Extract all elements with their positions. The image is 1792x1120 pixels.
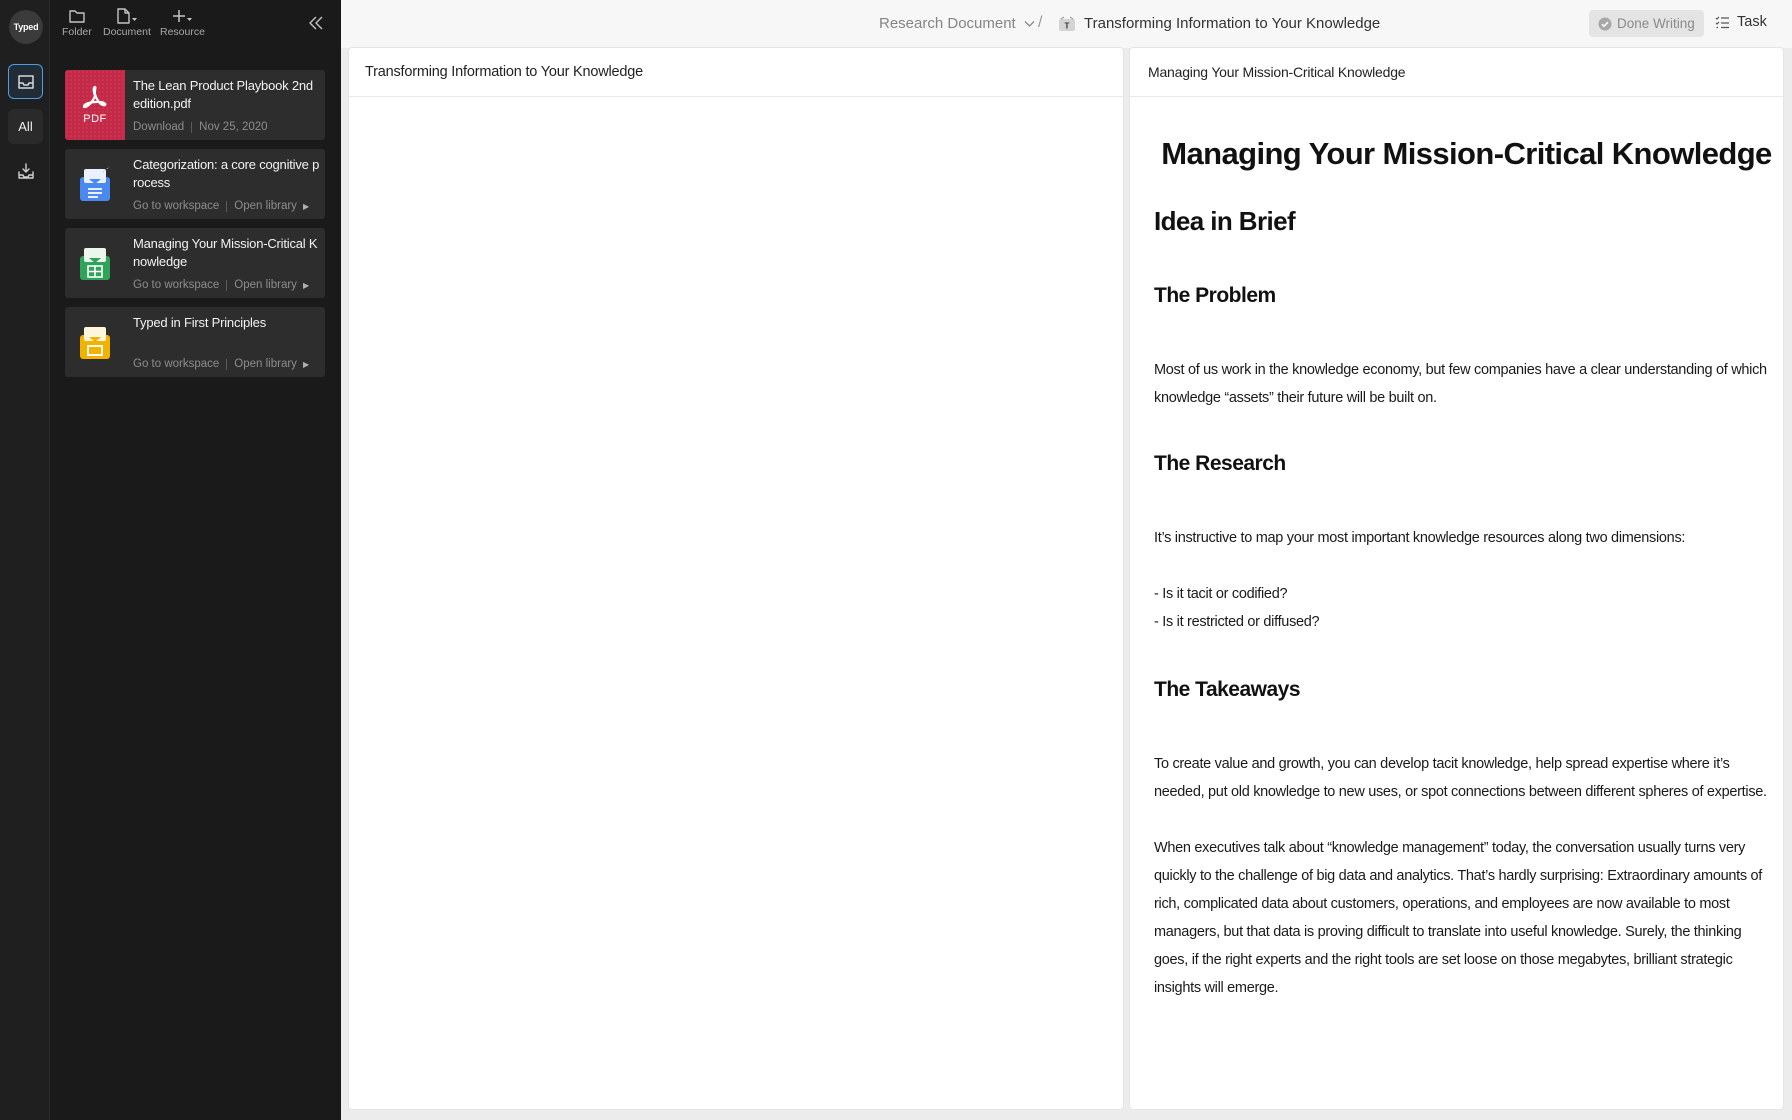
problem-heading: The Problem [1154, 284, 1276, 307]
rail-all-button[interactable] [8, 109, 43, 144]
main-area [341, 0, 1792, 1120]
pdf-icon [81, 85, 109, 111]
pdf-thumbnail [65, 70, 125, 140]
rail-inbox-button[interactable] [8, 64, 43, 99]
research-bullet: - Is it tacit or codified? [1154, 586, 1288, 602]
card-title: Categorization: a core cognitive process [133, 157, 320, 190]
left-editor-pane[interactable] [348, 47, 1124, 1110]
done-writing-button[interactable] [1589, 10, 1704, 37]
go-to-workspace-link[interactable]: Go to workspace [133, 279, 220, 291]
card-actions [133, 358, 309, 370]
pdf-thumb-label: PDF [83, 113, 107, 125]
new-folder-button[interactable] [62, 8, 92, 38]
task-label: Task [1737, 14, 1767, 30]
rail-all-label: All [18, 119, 33, 134]
research-bullet: - Is it restricted or diffused? [1154, 614, 1320, 630]
check-circle-icon [1598, 17, 1612, 31]
divider [226, 201, 227, 212]
takeaways-paragraph: To create value and growth, you can develop tacit knowledge, help spread expertise where it’s needed, put old knowledge to new uses, or spot connections between different spheres of expertise. [1154, 756, 1767, 800]
divider [191, 122, 192, 133]
open-library-link[interactable]: Open library [234, 200, 297, 212]
resource-card[interactable] [65, 149, 325, 219]
document-content [1154, 136, 1779, 996]
document-title: Managing Your Mission-Critical Knowledge [1161, 136, 1772, 171]
body-paragraph: When executives talk about “knowledge management” today, the conversation usually turns very quickly to the challenge of big data and analytics. That’s hardly surprising: Extraordinary amounts of rich, complicated data about customers, operations, and employees are now available to most managers, but that data is proving difficult to translate into useful knowledge. Surely, the thinking goes, if the right experts and the right tools are set loose on those megabytes, brilliant strategic insights will emerge. [1154, 840, 1763, 996]
breadcrumb-current-label: Transforming Information to Your Knowledge [1084, 15, 1381, 32]
resource-card[interactable] [65, 228, 325, 298]
breadcrumb-current[interactable] [1058, 15, 1380, 32]
document-thumbnail [65, 149, 125, 219]
takeaways-heading: The Takeaways [1154, 678, 1301, 701]
chevron-down-icon [1024, 20, 1035, 28]
top-bar [341, 0, 1792, 48]
left-pane-title: Transforming Information to Your Knowledge [349, 48, 1123, 97]
research-paragraph: It’s instructive to map your most important knowledge resources along two dimensions: [1154, 530, 1686, 546]
download-tray-icon [17, 163, 35, 180]
open-library-link[interactable]: Open library [234, 279, 297, 291]
green-spreadsheet-box-icon [77, 244, 113, 282]
card-actions [133, 121, 268, 133]
document-label: Document [103, 26, 151, 38]
resource-label: Resource [160, 26, 205, 38]
typed-document-icon [1058, 16, 1076, 32]
icon-rail [0, 0, 50, 1120]
go-to-workspace-link[interactable]: Go to workspace [133, 358, 220, 370]
research-heading: The Research [1154, 452, 1286, 475]
divider [226, 359, 227, 370]
task-button[interactable] [1715, 14, 1767, 30]
yellow-slides-box-icon [77, 323, 113, 361]
right-pane-title: Managing Your Mission-Critical Knowledge [1130, 48, 1783, 97]
resource-sidebar [50, 0, 341, 1120]
card-title: Managing Your Mission-Critical Knowledge [133, 236, 318, 269]
document-dropdown-icon [114, 8, 140, 24]
folder-icon [68, 8, 86, 24]
blue-document-box-icon [77, 165, 113, 203]
task-list-icon [1715, 16, 1730, 29]
resource-card[interactable] [65, 70, 325, 140]
logo-text: Typed [13, 22, 39, 32]
collapse-sidebar-button[interactable] [308, 14, 324, 37]
caret-right-icon: ▶ [302, 280, 310, 290]
card-title: The Lean Product Playbook 2nd edition.pdf [133, 78, 313, 111]
open-library-link[interactable]: Open library [234, 358, 297, 370]
app-logo[interactable] [9, 10, 43, 44]
go-to-workspace-link[interactable]: Go to workspace [133, 200, 220, 212]
problem-paragraph: Most of us work in the knowledge economy, but few companies have a clear understanding of which knowledge “assets” their future will be built on. [1154, 362, 1767, 406]
breadcrumb-separator: / [1038, 14, 1043, 31]
spreadsheet-thumbnail [65, 228, 125, 298]
new-document-button[interactable] [103, 8, 151, 38]
download-link[interactable]: Download [133, 121, 185, 133]
svg-text:T: T [1064, 21, 1070, 30]
slides-thumbnail [65, 307, 125, 377]
plus-dropdown-icon [169, 8, 195, 24]
add-resource-button[interactable] [160, 8, 205, 38]
card-actions [133, 200, 309, 212]
caret-right-icon: ▶ [302, 201, 310, 211]
card-date: Nov 25, 2020 [199, 121, 268, 133]
divider [226, 280, 227, 291]
resource-card[interactable] [65, 307, 325, 377]
breadcrumb-parent-label: Research Document [879, 15, 1016, 32]
right-reference-pane[interactable] [1129, 47, 1784, 1110]
done-writing-label: Done Writing [1617, 16, 1695, 31]
card-actions [133, 279, 309, 291]
rail-download-button[interactable] [8, 154, 43, 189]
caret-right-icon: ▶ [302, 359, 310, 369]
card-title: Typed in First Principles [133, 315, 266, 330]
breadcrumb-parent[interactable] [879, 15, 1035, 32]
chevrons-left-icon [308, 14, 324, 32]
section-heading: Idea in Brief [1154, 206, 1296, 236]
inbox-icon [17, 74, 35, 90]
folder-label: Folder [62, 26, 92, 38]
